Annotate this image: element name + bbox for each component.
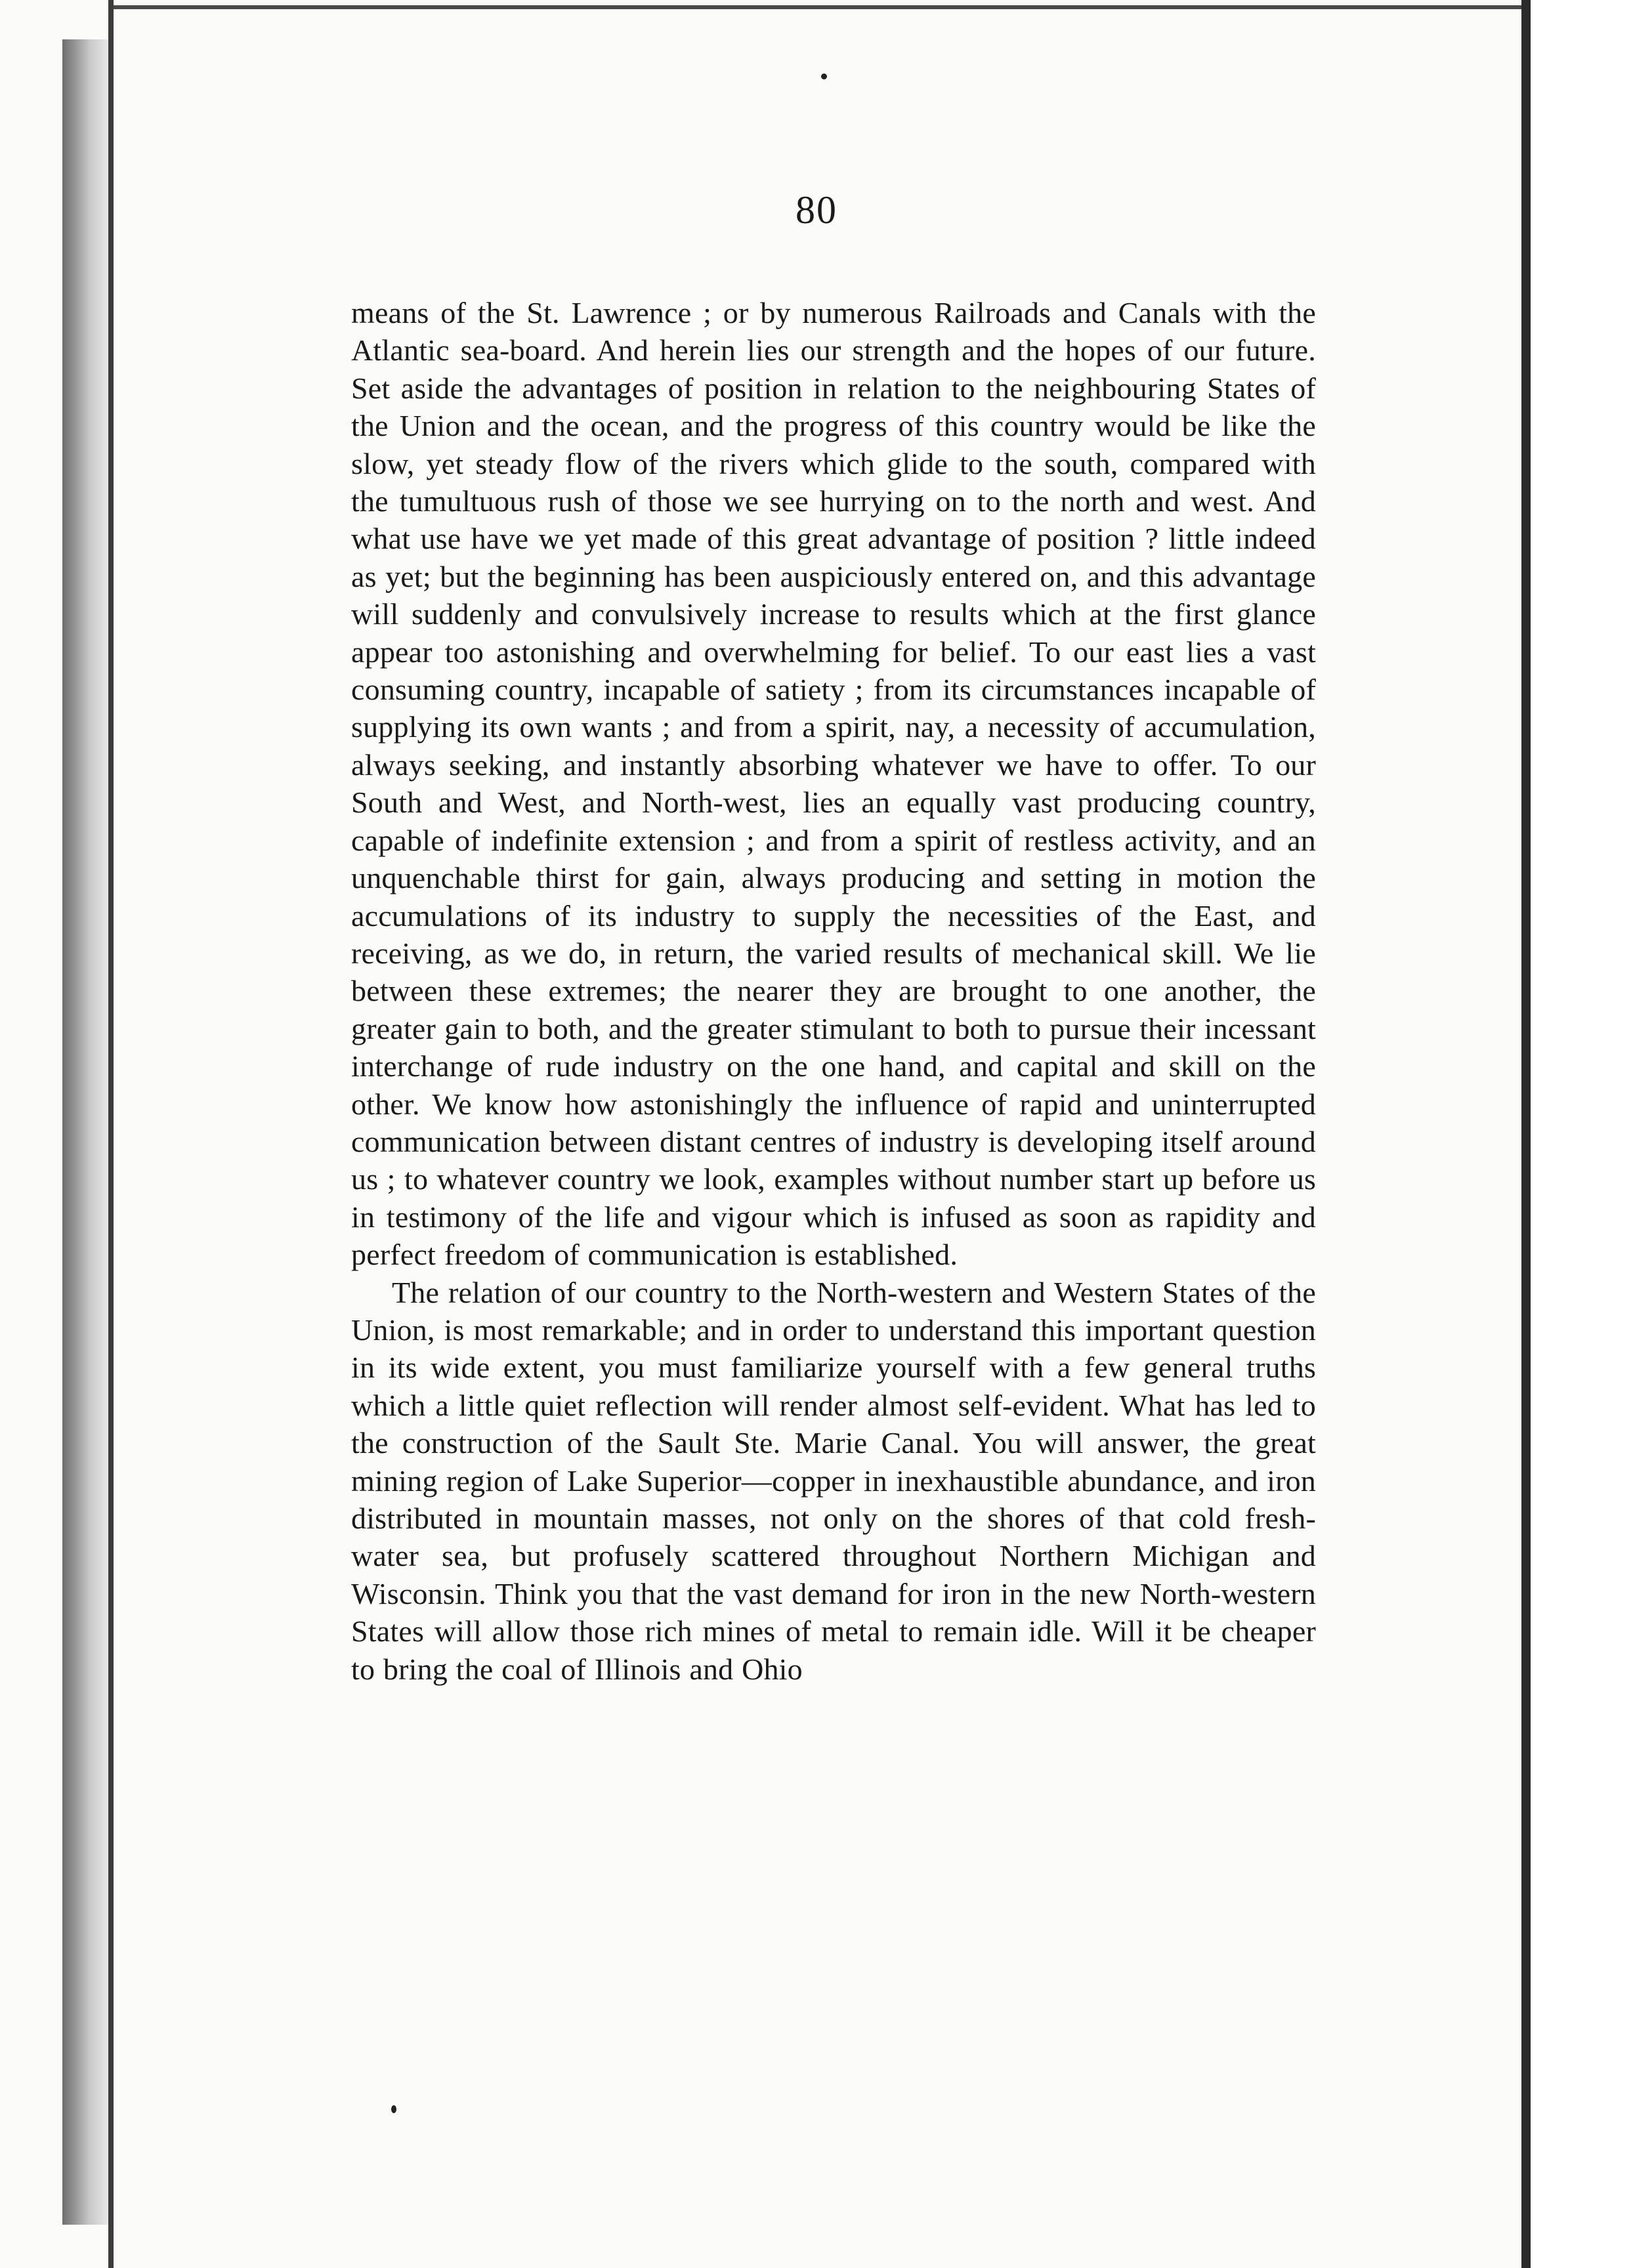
page-right-edge (1521, 0, 1531, 2268)
paragraph: The relation of our country to the North-western and Western States of the Union, is most remarkable; and in order to understand this important question in its wide extent, you must familiarize yourself with a few general truths which a little quiet reflection will render almost self-evident. What has led to the construction of the Sault Ste. Marie Canal. You will answer, the great mining region of Lake Superior—copper in inexhaustible abundance, and iron distributed in mountain masses, not only on the shores of that cold fresh-water sea, but profusely scattered throughout Northern Michigan and Wisconsin. Think you that the vast demand for iron in the new North-western States will allow those rich mines of metal to remain idle. Will it be cheaper to bring the coal of Illinois and Ohio (351, 1275, 1316, 1686)
margin-strip (1531, 0, 1633, 2268)
top-border-line (108, 5, 1536, 9)
page-left-edge (108, 0, 114, 2268)
ink-speck-top (821, 74, 827, 79)
ink-speck-bottom (391, 2105, 396, 2113)
page-number: 80 (795, 188, 838, 232)
paragraph: means of the St. Lawrence ; or by numerous Railroads and Canals with the Atlantic sea-board. And herein lies our strength and the hopes of our future. Set aside the advantages of position in relation to the neighbouring States of the Union and the ocean, and the progress of this country would be like the slow, yet steady flow of the rivers which glide to the south, compared with the tumultuous rush of those we see hurrying on to the north and west. And what use have we yet made of this great advantage of position ? little indeed as yet; but the beginning has been auspiciously entered on, and this advantage will suddenly and convulsively increase to results which at the first glance appear too astonishing and overwhelming for belief. To our east lies a vast consuming country, incapable of satiety ; from its circumstances incapable of supplying its own wants ; and from a spirit, nay, a necessity of accumulation, always seeking, and instantly absorbing whatever we have to offer. To our South and West, and North-west, lies an equally vast producing country, capable of indefinite extension ; and from a spirit of restless activity, and an unquenchable thirst for gain, always producing and setting in motion the accumulations of its industry to supply the necessities of the East, and receiving, as we do, in return, the varied results of mechanical skill. We lie between these extremes; the nearer they are brought to one another, the greater gain to both, and the greater stimulant to both to pursue their incessant interchange of rude industry on the one hand, and capital and skill on the other. We know how astonishingly the influence of rapid and uninterrupted communication between distant centres of industry is developing itself around us ; to whatever country we look, examples without number start up before us in testimony of the life and vigour which is infused as soon as rapidity and perfect freedom of communication is established. (351, 296, 1316, 1272)
book-binding-shadow (62, 39, 108, 2225)
body-text (351, 294, 1316, 1688)
